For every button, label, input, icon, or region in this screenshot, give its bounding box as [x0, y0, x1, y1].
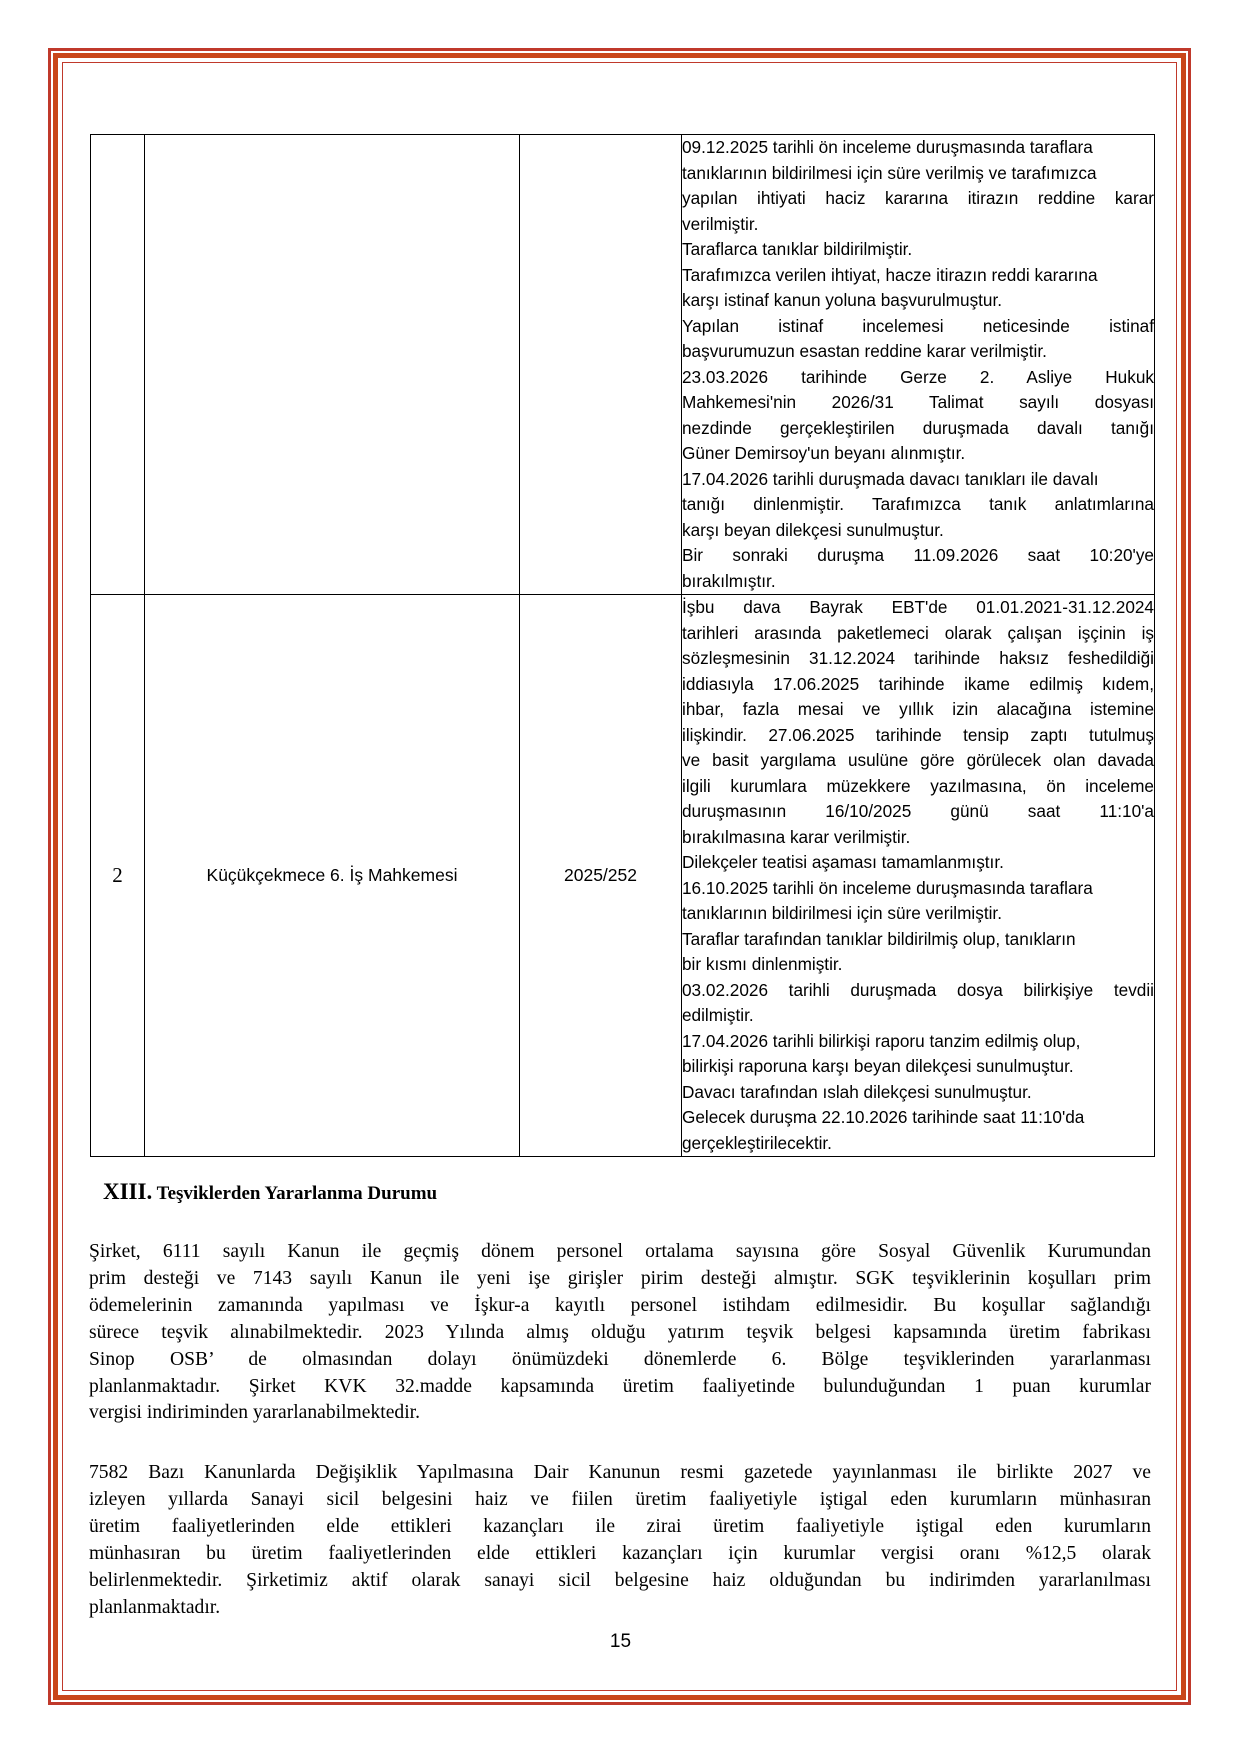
paragraph-line: sürece teşvik alınabilmektedir. 2023 Yılında almış olduğu yatırım teşvik belgesi kapsamında üretim fabrikası: [89, 1321, 1151, 1343]
desc-line: Taraflarca tanıklar bildirilmiştir.: [682, 239, 913, 259]
desc-line: tanığı dinlenmiştir. Tarafımızca tanık anlatımlarına: [682, 494, 1154, 514]
page-number: 15: [609, 1631, 632, 1652]
desc-line: edilmiştir.: [682, 1005, 754, 1025]
section-title: Teşviklerden Yararlanma Durumu: [156, 1183, 438, 1204]
lawsuits-table: [90, 134, 1155, 1157]
desc-line: İşbu dava Bayrak EBT'de 01.01.2021-31.12.2024: [682, 597, 1154, 617]
desc-line: Dilekçeler teatisi aşaması tamamlanmıştır.: [682, 852, 1004, 872]
paragraph-line: prim desteği ve 7143 sayılı Kanun ile yeni işe girişler pirim desteği almıştır. SGK teşviklerinin koşulları prim: [89, 1267, 1151, 1289]
desc-line: nezdinde gerçekleştirilen duruşmada davalı tanığı: [682, 417, 1154, 438]
desc-line: 23.03.2026 tarihinde Gerze 2. Asliye Hukuk: [682, 366, 1154, 387]
desc-line: tanıklarının bildirilmesi için süre verilmiştir.: [682, 903, 1002, 923]
court-cell: Küçükçekmece 6. İş Mahkemesi: [145, 595, 520, 1157]
incentives-paragraph: [89, 1239, 1151, 1427]
desc-line: Mahkemesi'nin 2026/31 Talimat sayılı dosyası: [682, 392, 1154, 412]
desc-line: bırakılmıştır.: [682, 570, 776, 591]
section-number: XIII.: [103, 1179, 153, 1204]
row-number-cell: 2: [91, 595, 145, 1157]
section-heading: [103, 1179, 437, 1205]
desc-line: 17.04.2026 tarihli duruşmada davacı tanıkları ile davalı: [682, 468, 1099, 489]
case-description-cell: [682, 135, 1155, 595]
paragraph-line: planlanmaktadır.: [89, 1596, 221, 1618]
desc-line: verilmiştir.: [682, 213, 759, 234]
paragraph-line: 7582 Bazı Kanunlarda Değişiklik Yapılmasına Dair Kanunun resmi gazetede yayınlanması ile birlikte 2027 ve: [89, 1462, 1151, 1483]
desc-line: Bir sonraki duruşma 11.09.2026 saat 10:20'ye: [682, 545, 1154, 565]
file-number-cell: [520, 135, 682, 595]
desc-line: bilirkişi raporuna karşı beyan dilekçesi sunulmuştur.: [682, 1056, 1074, 1076]
paragraph-line: üretim faaliyetlerinden elde ettikleri kazançları ile zirai üretim faaliyetiyle iştigal eden kurumların: [89, 1515, 1151, 1537]
desc-line: iddiasıyla 17.06.2025 tarihinde ikame edilmiş kıdem,: [682, 673, 1154, 694]
desc-line: duruşmasının 16/10/2025 günü saat 11:10'a: [682, 801, 1154, 821]
desc-line: Yapılan istinaf incelemesi neticesinde istinaf: [682, 315, 1154, 336]
desc-line: sözleşmesinin 31.12.2024 tarihinde haksız feshedildiği: [682, 648, 1154, 668]
desc-line: ilgili kurumlara müzekkere yazılmasına, ön inceleme: [682, 775, 1154, 796]
desc-line: karşı beyan dilekçesi sunulmuştur.: [682, 519, 944, 540]
desc-line: Tarafımızca verilen ihtiyat, hacze itirazın reddi kararına: [682, 264, 1098, 285]
desc-line: Taraflar tarafından tanıklar bildirilmiş olup, tanıkların: [682, 928, 1076, 949]
desc-line: Gelecek duruşma 22.10.2026 tarihinde saat 11:10'da: [682, 1107, 1085, 1127]
paragraph-line: Sinop OSB’ de olmasından dolayı önümüzdeki dönemlerde 6. Bölge teşviklerinden yararlanması: [89, 1348, 1151, 1370]
desc-line: 09.12.2025 tarihli ön inceleme duruşmasında taraflara: [682, 137, 1093, 157]
desc-line: 17.04.2026 tarihli bilirkişi raporu tanzim edilmiş olup,: [682, 1030, 1081, 1051]
desc-line: ihbar, fazla mesai ve yıllık izin alacağına istemine: [682, 699, 1154, 719]
row-number-cell: [91, 135, 145, 595]
paragraph-line: planlanmaktadır. Şirket KVK 32.madde kapsamında üretim faaliyetinde bulunduğundan 1 puan kurumlar: [89, 1375, 1151, 1397]
desc-line: tarihleri arasında paketlemeci olarak çalışan işçinin iş: [682, 622, 1154, 643]
paragraph-line: belirlenmektedir. Şirketimiz aktif olarak sanayi sicil belgesine haiz olduğundan bu indirimden yararlanılması: [89, 1569, 1151, 1591]
paragraph-line: Şirket, 6111 sayılı Kanun ile geçmiş dönem personel ortalama sayısına göre Sosyal Güvenlik Kurumundan: [89, 1241, 1151, 1262]
court-cell: [145, 135, 520, 595]
desc-line: 03.02.2026 tarihli duruşmada dosya bilirkişiye tevdii: [682, 979, 1154, 1000]
desc-line: ilişkindir. 27.06.2025 tarihinde tensip zaptı tutulmuş: [682, 724, 1154, 745]
table-row: [91, 135, 1155, 595]
desc-line: başvurumuzun esastan reddine karar verilmiştir.: [682, 341, 1047, 361]
desc-line: bırakılmasına karar verilmiştir.: [682, 826, 911, 847]
desc-line: Güner Demirsoy'un beyanı alınmıştır.: [682, 443, 966, 463]
desc-line: 16.10.2025 tarihli ön inceleme duruşmasında taraflara: [682, 877, 1093, 898]
paragraph-line: münhasıran bu üretim faaliyetlerinden elde ettikleri kazançları için kurumlar vergisi oranı %12,5 olarak: [89, 1542, 1151, 1564]
desc-line: gerçekleştirilecektir.: [682, 1132, 832, 1153]
case-description-cell: [682, 595, 1155, 1157]
desc-line: Davacı tarafından ıslah dilekçesi sunulmuştur.: [682, 1081, 1032, 1102]
desc-line: yapılan ihtiyati haciz kararına itirazın reddine karar: [682, 188, 1154, 208]
desc-line: tanıklarının bildirilmesi için süre verilmiş ve tarafımızca: [682, 162, 1097, 183]
desc-line: ve basit yargılama usulüne göre görülecek olan davada: [682, 750, 1154, 770]
desc-line: bir kısmı dinlenmiştir.: [682, 954, 843, 974]
paragraph-line: vergisi indiriminden yararlanabilmektedir.: [89, 1402, 421, 1424]
paragraph-line: ödemelerinin zamanında yapılması ve İşkur-a kayıtlı personel istihdam edilmesidir. Bu koşullar sağlandığı: [89, 1294, 1151, 1316]
table-row: [91, 595, 1155, 1157]
file-number-cell: 2025/252: [520, 595, 682, 1157]
tax-rate-paragraph: [89, 1460, 1151, 1621]
desc-line: karşı istinaf kanun yoluna başvurulmuştur.: [682, 290, 1003, 310]
paragraph-line: izleyen yıllarda Sanayi sicil belgesini haiz ve fiilen üretim faaliyetiyle iştigal eden kurumların münhasıran: [89, 1488, 1151, 1510]
